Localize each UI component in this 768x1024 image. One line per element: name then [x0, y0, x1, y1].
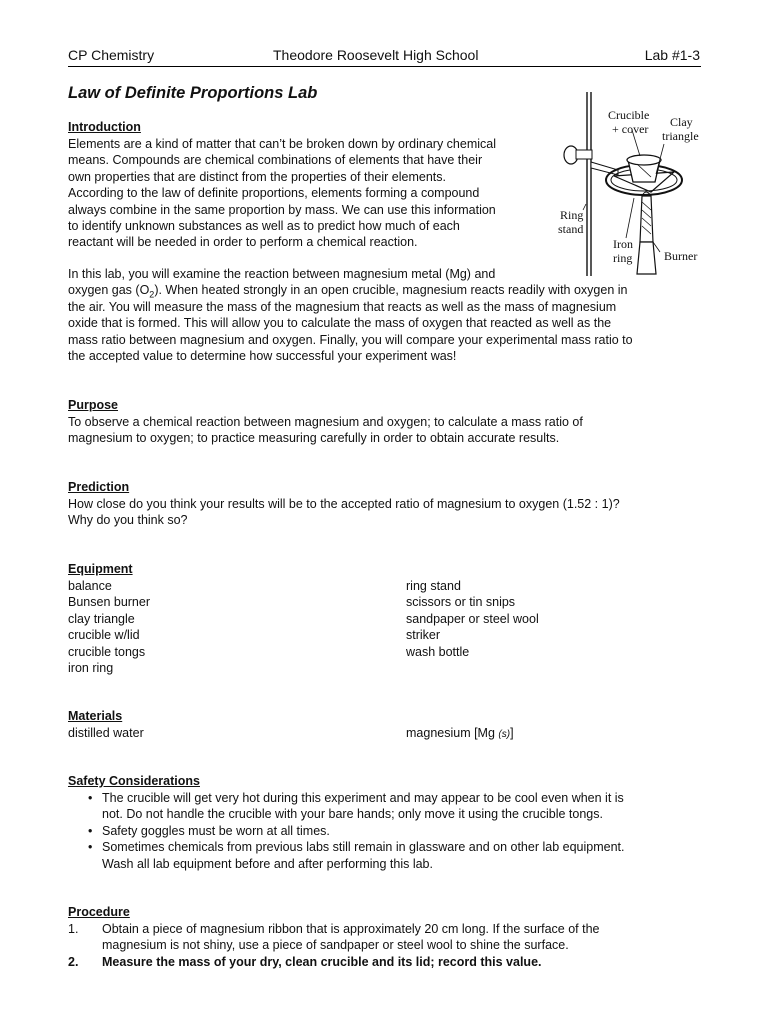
label-crucible: Crucible — [608, 108, 650, 122]
equipment-item: balance — [68, 579, 112, 593]
leader-line — [626, 198, 634, 238]
introduction-paragraph-2 — [68, 266, 633, 364]
safety-line: Sometimes chemicals from previous labs still remain in glassware and on other lab equipment. — [102, 840, 625, 855]
header-rule — [68, 66, 701, 67]
equipment-item: iron ring — [68, 661, 114, 676]
bullet-mark: • — [88, 823, 93, 838]
safety-item — [88, 839, 624, 872]
procedure-heading: Procedure — [68, 905, 130, 919]
step-number: 1. — [68, 922, 79, 936]
equipment-item: clay triangle — [68, 611, 135, 626]
leader-line — [583, 204, 586, 210]
equipment-item: Bunsen burner — [68, 595, 151, 610]
intro-line: mass ratio between magnesium and oxygen. Finally, you will compare your experimental mass ratio to — [68, 332, 633, 347]
intro-line: always combine in the same proportion by mass. We can use this information — [68, 202, 496, 217]
material-text: ] — [510, 726, 514, 740]
safety-item — [88, 823, 624, 839]
intro-line: own properties that are distinct from the properties of their elements. — [68, 169, 446, 184]
equipment-item: striker — [406, 628, 441, 643]
intro-line: Elements are a kind of matter that can’t be broken down by ordinary chemical — [68, 137, 496, 151]
prediction-line: How close do you think your results will be to the accepted ratio of magnesium to oxygen (1.52 : 1)? — [68, 497, 620, 511]
step-number: 2. — [68, 954, 79, 969]
step-line: Measure the mass of your dry, clean crucible and its lid; record this value. — [102, 954, 542, 969]
materials-heading: Materials — [68, 709, 123, 723]
equipment-item: scissors or tin snips — [406, 595, 516, 610]
intro-line: to identify unknown substances as well as to predict how much of each — [68, 219, 460, 234]
safety-line: Safety goggles must be worn at all times. — [102, 823, 330, 838]
safety-line: Wash all lab equipment before and after performing this lab. — [102, 856, 433, 871]
crucible-cover — [627, 155, 661, 165]
intro-line: the accepted value to determine how successful your experiment was! — [68, 349, 457, 364]
intro-text: oxygen gas (O — [68, 283, 150, 298]
subscript: 2 — [149, 289, 155, 300]
introduction-paragraph-1 — [68, 136, 496, 251]
label-stand: stand — [558, 222, 584, 236]
intro-line: means. Compounds are chemical combinations of elements that have their — [68, 153, 483, 168]
header-lab-number: Lab #1-3 — [644, 47, 700, 63]
safety-line: The crucible will get very hot during this experiment and may appear to be cool even when it is — [102, 791, 624, 805]
material-text: magnesium [Mg — [406, 726, 499, 740]
procedure-step — [68, 954, 600, 970]
intro-line: the air. You will measure the mass of the magnesium that reacts as well as the mass of magnesium — [68, 299, 617, 314]
apparatus-diagram — [556, 92, 706, 276]
document-title: Law of Definite Proportions Lab — [68, 84, 318, 102]
clamp-screw — [576, 150, 592, 159]
equipment-item: crucible w/lid — [68, 628, 140, 643]
burner-base — [637, 242, 656, 274]
purpose-line: To observe a chemical reaction between magnesium and oxygen; to calculate a mass ratio of — [68, 415, 583, 429]
material-item-magnesium — [406, 725, 514, 743]
equipment-list-left — [68, 578, 150, 676]
procedure-list — [68, 921, 600, 970]
intro-line: oxide that is formed. This will allow you to calculate the mass of oxygen that reacted as well as the — [68, 316, 612, 331]
equipment-item: ring stand — [406, 579, 461, 593]
equipment-item: sandpaper or steel wool — [406, 611, 539, 626]
procedure-step — [68, 921, 600, 954]
step-line: Obtain a piece of magnesium ribbon that is approximately 20 cm long. If the surface of the — [102, 922, 600, 936]
equipment-item: wash bottle — [406, 644, 470, 659]
intro-line: According to the law of definite proportions, elements forming a compound — [68, 186, 480, 201]
purpose-heading: Purpose — [68, 398, 119, 412]
label-ring-word: ring — [613, 251, 633, 265]
step-line: magnesium is not shiny, use a piece of sandpaper or steel wool to shine the surface. — [102, 938, 569, 953]
purpose-text — [68, 414, 583, 447]
bullet-mark: • — [88, 840, 93, 855]
prediction-line: Why do you think so? — [68, 513, 188, 528]
label-crucible-cover: + cover — [612, 122, 649, 136]
bullet-mark: • — [88, 791, 93, 805]
burner-barrel — [640, 196, 653, 242]
intro-line-with-formula — [68, 282, 633, 298]
safety-list — [88, 790, 624, 872]
intro-text: ). When heated strongly in an open crucible, magnesium reacts readily with oxygen in — [154, 283, 628, 298]
safety-line: not. Do not handle the crucible with your bare hands; only move it using the crucible tongs. — [102, 807, 603, 822]
equipment-list-right — [406, 578, 539, 660]
page-header — [68, 47, 700, 65]
label-triangle: triangle — [662, 129, 699, 143]
label-clay: Clay — [670, 115, 693, 129]
label-burner: Burner — [664, 249, 698, 263]
safety-heading: Safety Considerations — [68, 774, 200, 788]
prediction-heading: Prediction — [68, 480, 130, 494]
label-ring: Ring — [560, 208, 584, 222]
ring-clamp-arm — [591, 162, 618, 175]
state-symbol: (s) — [498, 729, 511, 740]
prediction-text — [68, 496, 620, 529]
intro-line: In this lab, you will examine the reaction between magnesium metal (Mg) and — [68, 267, 496, 281]
equipment-heading: Equipment — [68, 562, 133, 576]
material-item: distilled water — [68, 726, 144, 740]
equipment-item: crucible tongs — [68, 644, 146, 659]
safety-item — [88, 790, 624, 823]
header-school: Theodore Roosevelt High School — [273, 47, 479, 63]
header-course: CP Chemistry — [68, 47, 155, 63]
purpose-line: magnesium to oxygen; to practice measuring carefully in order to obtain accurate results. — [68, 431, 560, 446]
label-iron: Iron — [613, 237, 633, 251]
introduction-heading: Introduction — [68, 120, 141, 134]
intro-line: reactant will be needed in order to perform a chemical reaction. — [68, 235, 418, 250]
